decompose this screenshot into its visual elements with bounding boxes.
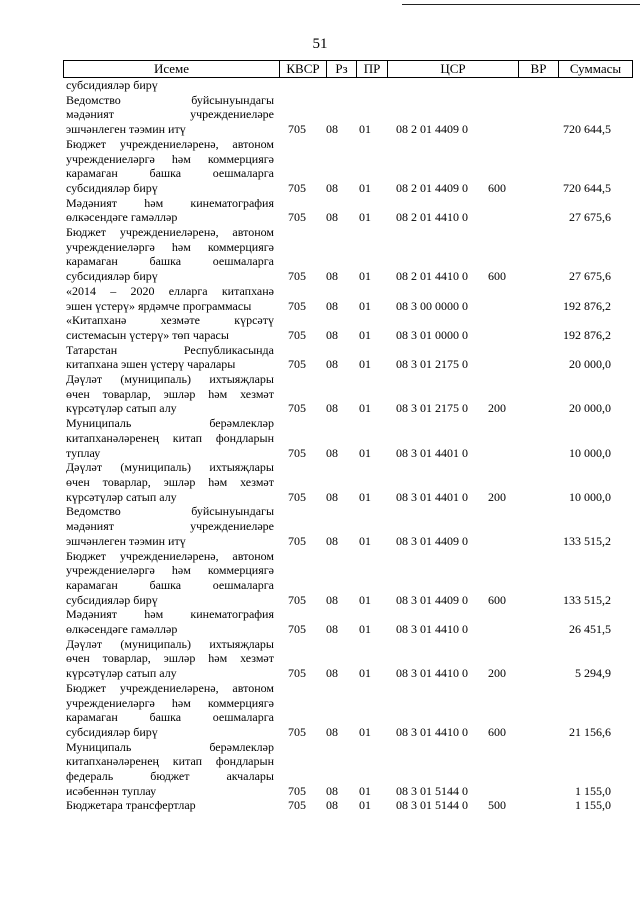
table-row bbox=[66, 549, 611, 608]
cell-rz: 08 bbox=[326, 445, 338, 460]
row-name-line: өлкәсендәге гамәлләр bbox=[66, 210, 178, 225]
cell-vr: 500 bbox=[488, 798, 506, 813]
cell-csr: 08 2 01 4409 0 bbox=[396, 122, 468, 137]
table-row bbox=[66, 225, 611, 284]
row-name-line: Мәдәният һәм кинематография bbox=[66, 607, 274, 622]
row-name-line: учреждениеләргә һәм коммерциягә bbox=[66, 239, 274, 254]
table-row bbox=[66, 504, 611, 548]
cell-kvsr: 705 bbox=[288, 122, 306, 137]
cell-rz: 08 bbox=[326, 401, 338, 416]
row-name-line: Бюджет учреждениеләренә, автоном bbox=[66, 548, 274, 563]
cell-sum: 20 000,0 bbox=[569, 357, 611, 372]
cell-rz: 08 bbox=[326, 327, 338, 342]
cell-sum: 133 515,2 bbox=[563, 592, 611, 607]
table-row bbox=[66, 372, 611, 416]
row-name-line: учреждениеләргә һәм коммерциягә bbox=[66, 151, 274, 166]
row-name-line: Бюджетара трансфертлар bbox=[66, 798, 196, 813]
row-name-line: эшчәнлеген тәэмин итү bbox=[66, 122, 186, 137]
cell-kvsr: 705 bbox=[288, 622, 306, 637]
row-name bbox=[66, 372, 274, 416]
cell-pr: 01 bbox=[359, 533, 371, 548]
cell-rz: 08 bbox=[326, 357, 338, 372]
cell-csr: 08 2 01 4410 0 bbox=[396, 210, 468, 225]
cell-csr: 08 3 00 0000 0 bbox=[396, 298, 468, 313]
row-name-line: «Китапханә хезмәте күрсәтү bbox=[66, 313, 274, 328]
cell-pr: 01 bbox=[359, 445, 371, 460]
row-name-line: учреждениеләргә һәм коммерциягә bbox=[66, 563, 274, 578]
row-name-line: күрсәтүләр сатып алу bbox=[66, 489, 177, 504]
cell-pr: 01 bbox=[359, 798, 371, 813]
cell-sum: 1 155,0 bbox=[575, 798, 611, 813]
cell-vr: 200 bbox=[488, 489, 506, 504]
cell-kvsr: 705 bbox=[288, 489, 306, 504]
table-row bbox=[66, 460, 611, 504]
row-name-line: күрсәтүләр сатып алу bbox=[66, 401, 177, 416]
cell-kvsr: 705 bbox=[288, 666, 306, 681]
cell-kvsr: 705 bbox=[288, 533, 306, 548]
cell-kvsr: 705 bbox=[288, 357, 306, 372]
cell-csr: 08 3 01 4410 0 bbox=[396, 666, 468, 681]
cell-sum: 192 876,2 bbox=[563, 327, 611, 342]
header-pr: ПР bbox=[357, 61, 388, 78]
cell-rz: 08 bbox=[326, 592, 338, 607]
row-name bbox=[66, 343, 274, 372]
row-name bbox=[66, 78, 274, 93]
cell-sum: 26 451,5 bbox=[569, 622, 611, 637]
cell-kvsr: 705 bbox=[288, 783, 306, 798]
header-name: Исеме bbox=[64, 61, 280, 78]
cell-rz: 08 bbox=[326, 298, 338, 313]
row-name bbox=[66, 313, 274, 342]
cell-rz: 08 bbox=[326, 798, 338, 813]
row-name-line: эшен үстерү» ярдәмче программасы bbox=[66, 298, 252, 313]
header-rz: Рз bbox=[327, 61, 357, 78]
row-name-line: күрсәтүләр сатып алу bbox=[66, 666, 177, 681]
row-name-line: субсидияләр бирү bbox=[66, 592, 158, 607]
cell-sum: 720 644,5 bbox=[563, 180, 611, 195]
cell-kvsr: 705 bbox=[288, 401, 306, 416]
row-name bbox=[66, 284, 274, 313]
row-name bbox=[66, 798, 274, 813]
cell-kvsr: 705 bbox=[288, 180, 306, 195]
cell-sum: 720 644,5 bbox=[563, 122, 611, 137]
row-name-line: карамаган башка оешмаларга bbox=[66, 254, 274, 269]
row-name-line: Бюджет учреждениеләренә, автоном bbox=[66, 680, 274, 695]
cell-rz: 08 bbox=[326, 122, 338, 137]
table-row bbox=[66, 78, 611, 93]
row-name bbox=[66, 740, 274, 799]
row-name-line: өлкәсендәге гамәлләр bbox=[66, 622, 178, 637]
row-name-line: өчен товарлар, эшләр һәм хезмәт bbox=[66, 474, 274, 489]
row-name-line: Бюджет учреждениеләренә, автоном bbox=[66, 136, 274, 151]
table-body bbox=[66, 78, 611, 813]
row-name-line: туплау bbox=[66, 445, 101, 460]
cell-csr: 08 3 01 5144 0 bbox=[396, 798, 468, 813]
cell-rz: 08 bbox=[326, 666, 338, 681]
cell-pr: 01 bbox=[359, 122, 371, 137]
header-vr: ВР bbox=[519, 61, 559, 78]
row-name-line: карамаган башка оешмаларга bbox=[66, 166, 274, 181]
table-row bbox=[66, 681, 611, 740]
row-name-line: исәбеннән туплау bbox=[66, 783, 157, 798]
cell-pr: 01 bbox=[359, 357, 371, 372]
row-name-line: субсидияләр бирү bbox=[66, 78, 158, 92]
cell-vr: 600 bbox=[488, 592, 506, 607]
row-name-line: Муниципаль берәмлекләр bbox=[66, 739, 274, 754]
row-name-line: Дәүләт (муниципаль) ихтыяҗлары bbox=[66, 460, 274, 475]
row-name-line: карамаган башка оешмаларга bbox=[66, 577, 274, 592]
cell-kvsr: 705 bbox=[288, 592, 306, 607]
cell-rz: 08 bbox=[326, 489, 338, 504]
row-name-line: Бюджет учреждениеләренә, автоном bbox=[66, 225, 274, 240]
cell-sum: 27 675,6 bbox=[569, 269, 611, 284]
cell-csr: 08 3 01 4410 0 bbox=[396, 622, 468, 637]
cell-kvsr: 705 bbox=[288, 445, 306, 460]
cell-pr: 01 bbox=[359, 298, 371, 313]
cell-vr: 200 bbox=[488, 401, 506, 416]
cell-rz: 08 bbox=[326, 269, 338, 284]
cell-vr: 600 bbox=[488, 269, 506, 284]
cell-sum: 1 155,0 bbox=[575, 783, 611, 798]
cell-pr: 01 bbox=[359, 489, 371, 504]
cell-pr: 01 bbox=[359, 210, 371, 225]
row-name-line: китапхана эшен үстерү чаралары bbox=[66, 357, 236, 372]
row-name-line: Муниципаль берәмлекләр bbox=[66, 416, 274, 431]
row-name bbox=[66, 460, 274, 504]
cell-csr: 08 3 01 4401 0 bbox=[396, 445, 468, 460]
cell-csr: 08 3 01 4409 0 bbox=[396, 533, 468, 548]
table-row bbox=[66, 137, 611, 196]
row-name bbox=[66, 196, 274, 225]
cell-vr: 600 bbox=[488, 180, 506, 195]
cell-sum: 5 294,9 bbox=[575, 666, 611, 681]
row-name-line: Мәдәният һәм кинематография bbox=[66, 195, 274, 210]
cell-pr: 01 bbox=[359, 724, 371, 739]
row-name-line: субсидияләр бирү bbox=[66, 724, 158, 739]
cell-sum: 10 000,0 bbox=[569, 445, 611, 460]
cell-rz: 08 bbox=[326, 724, 338, 739]
row-name-line: мәдәният учреждениеләре bbox=[66, 519, 274, 534]
row-name-line: субсидияләр бирү bbox=[66, 180, 158, 195]
table-row bbox=[66, 740, 611, 799]
row-name-line: субсидияләр бирү bbox=[66, 269, 158, 284]
row-name-line: китапханәләренең китап фондларын bbox=[66, 430, 274, 445]
cell-rz: 08 bbox=[326, 210, 338, 225]
cell-kvsr: 705 bbox=[288, 210, 306, 225]
table-row bbox=[66, 196, 611, 225]
header-kvsr: КВСР bbox=[280, 61, 327, 78]
cell-kvsr: 705 bbox=[288, 327, 306, 342]
cell-kvsr: 705 bbox=[288, 724, 306, 739]
row-name bbox=[66, 607, 274, 636]
row-name-line: өчен товарлар, эшләр һәм хезмәт bbox=[66, 386, 274, 401]
table-row bbox=[66, 416, 611, 460]
cell-csr: 08 3 01 4401 0 bbox=[396, 489, 468, 504]
cell-rz: 08 bbox=[326, 180, 338, 195]
cell-sum: 10 000,0 bbox=[569, 489, 611, 504]
cell-csr: 08 3 01 4409 0 bbox=[396, 592, 468, 607]
cell-rz: 08 bbox=[326, 622, 338, 637]
table-row bbox=[66, 607, 611, 636]
row-name-line: карамаган башка оешмаларга bbox=[66, 710, 274, 725]
row-name-line: Дәүләт (муниципаль) ихтыяҗлары bbox=[66, 636, 274, 651]
cell-rz: 08 bbox=[326, 783, 338, 798]
table-row bbox=[66, 284, 611, 313]
row-name-line: «2014 – 2020 елларга китапханә bbox=[66, 283, 274, 298]
cell-csr: 08 3 01 5144 0 bbox=[396, 783, 468, 798]
cell-pr: 01 bbox=[359, 666, 371, 681]
cell-kvsr: 705 bbox=[288, 298, 306, 313]
top-rule bbox=[402, 4, 640, 5]
cell-sum: 21 156,6 bbox=[569, 724, 611, 739]
cell-csr: 08 3 01 2175 0 bbox=[396, 357, 468, 372]
cell-pr: 01 bbox=[359, 327, 371, 342]
row-name-line: Ведомство буйсынуындагы bbox=[66, 92, 274, 107]
cell-kvsr: 705 bbox=[288, 269, 306, 284]
table-row bbox=[66, 637, 611, 681]
cell-vr: 200 bbox=[488, 666, 506, 681]
cell-rz: 08 bbox=[326, 533, 338, 548]
row-name bbox=[66, 93, 274, 137]
table-row bbox=[66, 93, 611, 137]
row-name-line: мәдәният учреждениеләре bbox=[66, 107, 274, 122]
row-name bbox=[66, 416, 274, 460]
row-name bbox=[66, 681, 274, 740]
table-row bbox=[66, 313, 611, 342]
cell-csr: 08 2 01 4410 0 bbox=[396, 269, 468, 284]
table-row bbox=[66, 798, 611, 813]
header-csr: ЦСР bbox=[388, 61, 519, 78]
row-name bbox=[66, 137, 274, 196]
row-name-line: китапханәләренең китап фондларын bbox=[66, 754, 274, 769]
cell-csr: 08 3 01 2175 0 bbox=[396, 401, 468, 416]
cell-sum: 27 675,6 bbox=[569, 210, 611, 225]
row-name-line: учреждениеләргә һәм коммерциягә bbox=[66, 695, 274, 710]
row-name-line: федераль бюджет акчалары bbox=[66, 769, 274, 784]
cell-sum: 133 515,2 bbox=[563, 533, 611, 548]
row-name-line: Дәүләт (муниципаль) ихтыяҗлары bbox=[66, 372, 274, 387]
cell-vr: 600 bbox=[488, 724, 506, 739]
row-name bbox=[66, 549, 274, 608]
table-header bbox=[63, 60, 633, 78]
row-name-line: Татарстан Республикасында bbox=[66, 342, 274, 357]
cell-sum: 192 876,2 bbox=[563, 298, 611, 313]
cell-csr: 08 3 01 0000 0 bbox=[396, 327, 468, 342]
row-name-line: системасын үстерү» төп чарасы bbox=[66, 327, 229, 342]
cell-sum: 20 000,0 bbox=[569, 401, 611, 416]
row-name bbox=[66, 225, 274, 284]
row-name-line: Ведомство буйсынуындагы bbox=[66, 504, 274, 519]
cell-pr: 01 bbox=[359, 401, 371, 416]
header-sum: Суммасы bbox=[559, 61, 633, 78]
row-name-line: өчен товарлар, эшләр һәм хезмәт bbox=[66, 651, 274, 666]
table-row bbox=[66, 343, 611, 372]
cell-pr: 01 bbox=[359, 592, 371, 607]
row-name bbox=[66, 504, 274, 548]
row-name-line: эшчәнлеген тәэмин итү bbox=[66, 533, 186, 548]
cell-pr: 01 bbox=[359, 180, 371, 195]
cell-pr: 01 bbox=[359, 269, 371, 284]
cell-csr: 08 2 01 4409 0 bbox=[396, 180, 468, 195]
cell-pr: 01 bbox=[359, 622, 371, 637]
row-name bbox=[66, 637, 274, 681]
page-number: 51 bbox=[312, 36, 328, 52]
cell-pr: 01 bbox=[359, 783, 371, 798]
cell-csr: 08 3 01 4410 0 bbox=[396, 724, 468, 739]
cell-kvsr: 705 bbox=[288, 798, 306, 813]
